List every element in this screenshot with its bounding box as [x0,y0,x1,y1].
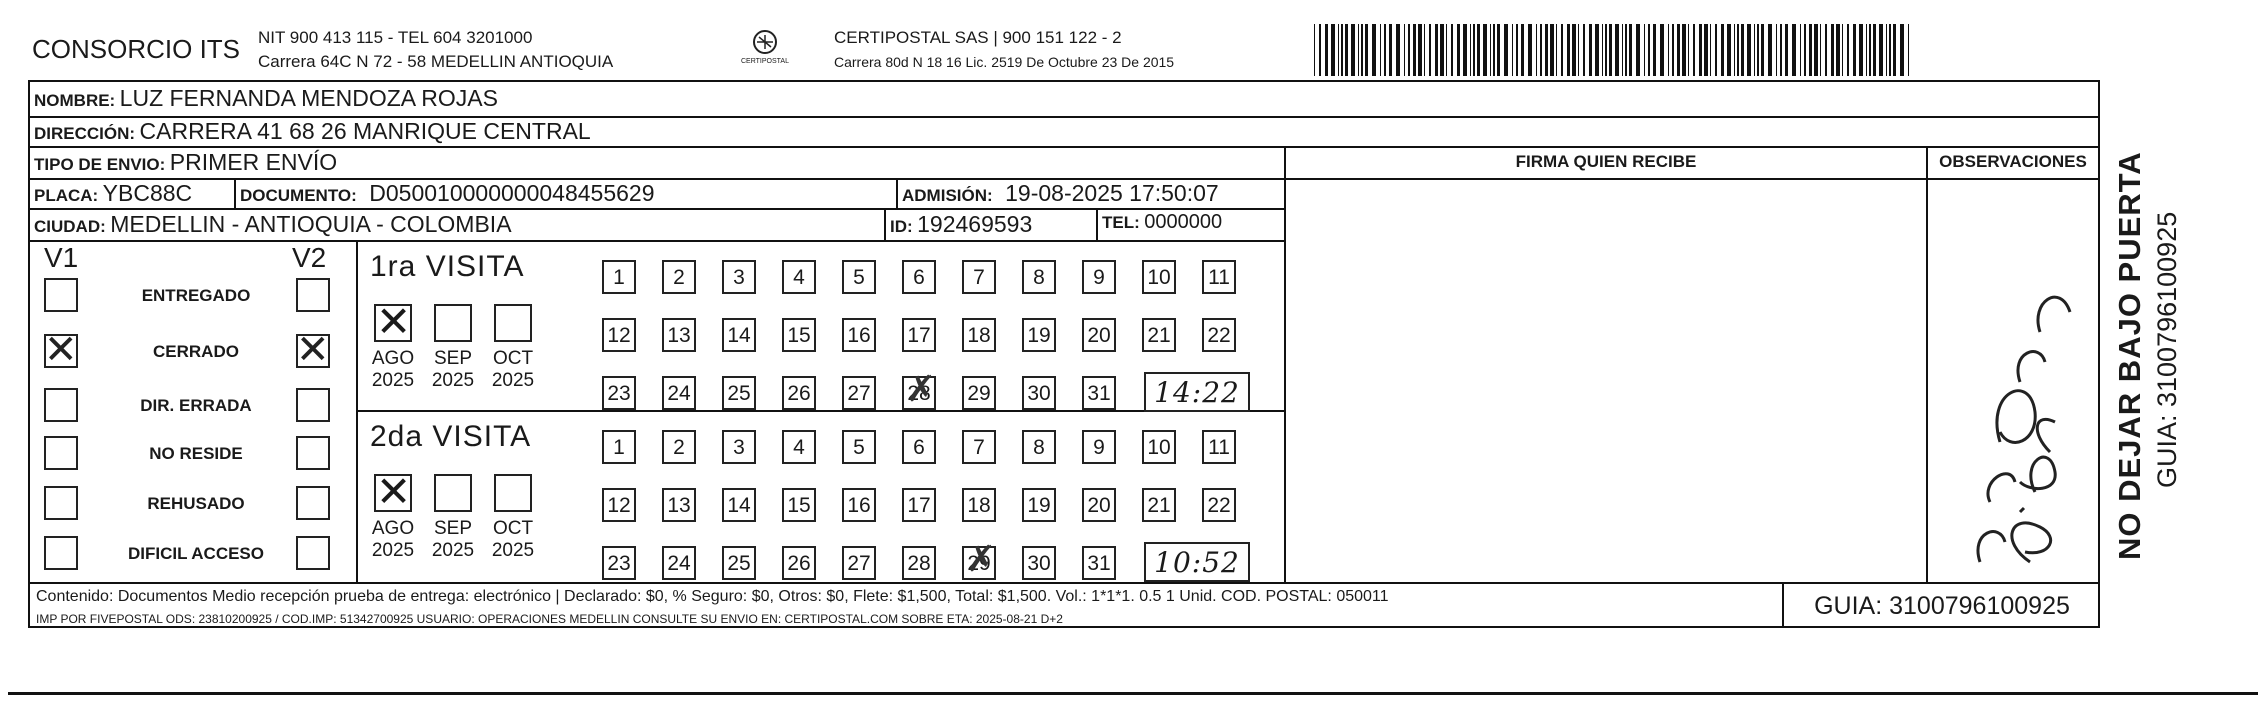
day-box[interactable]: 22 [1202,318,1236,352]
day-box[interactable]: 8 [1022,430,1056,464]
nombre-value: LUZ FERNANDA MENDOZA ROJAS [119,85,498,111]
observaciones-handwriting [1960,242,2090,582]
day-box[interactable]: 3 [722,260,756,294]
barcode-bar [1389,24,1392,76]
check-mark-icon: ✕ [296,327,330,373]
barcode-bar [1473,24,1475,76]
day-box[interactable]: 5 [842,260,876,294]
barcode-bar [1859,24,1863,76]
barcode-bar [1512,24,1513,76]
barcode-bar [1889,24,1891,76]
documento-label: DOCUMENTO: [240,186,357,205]
barcode-bar [1528,24,1532,76]
barcode-bar [1451,24,1453,76]
barcode-bar [1361,24,1363,76]
day-box[interactable]: 15 [782,318,816,352]
v2-checkbox[interactable] [296,536,330,570]
barcode-bar [1869,24,1871,76]
day-box[interactable]: 7 [962,260,996,294]
v2-checkbox[interactable] [296,278,330,312]
day-box[interactable]: 20 [1082,318,1116,352]
barcode-bar [1504,24,1508,76]
id-label: ID: [890,217,913,236]
ciudad-value: MEDELLIN - ANTIOQUIA - COLOMBIA [110,211,512,237]
month-label [424,348,482,392]
carrier-address-line: Carrera 80d N 18 16 Lic. 2519 De Octubre 23 De 2015 [834,54,1175,70]
barcode-bar [1737,24,1739,76]
month-checkbox[interactable] [374,297,412,346]
barcode-bar [1653,24,1656,76]
barcode-bar [1429,24,1431,76]
barcode-bar [1384,24,1386,76]
barcode-bar [1477,24,1480,76]
day-box[interactable]: 23 [602,376,636,410]
v2-checkbox[interactable] [296,486,330,520]
barcode-bar [1483,24,1487,76]
month-label [364,348,422,392]
company-nit-line: NIT 900 413 115 - TEL 604 3201000 [258,28,533,47]
month-name: SEP [433,348,473,369]
barcode-bar [1609,24,1612,76]
month-label [424,518,482,562]
day-box[interactable]: 4 [782,260,816,294]
barcode-bar [1734,24,1735,76]
barcode-bar [1873,24,1876,76]
carrier-name-line: CERTIPOSTAL SAS | 900 151 122 - 2 [834,28,1122,47]
barcode-bar [1636,24,1640,76]
day-box[interactable]: 21 [1142,488,1176,522]
day-box[interactable]: 29 ✗ [962,546,996,580]
day-box[interactable]: 13 [662,318,696,352]
barcode-bar [1358,24,1359,76]
admision-value: 19-08-2025 17:50:07 [1005,180,1219,206]
barcode-bar [1408,24,1410,76]
tel-value: 0000000 [1144,211,1223,233]
nombre-label: NOMBRE: [34,91,116,110]
certipostal-logo [730,26,800,72]
day-box[interactable]: 2 [662,430,696,464]
day-box[interactable]: 26 [782,546,816,580]
day-box[interactable]: 19 [1022,488,1056,522]
month-name: SEP [433,518,473,539]
barcode-bar [1556,24,1557,76]
barcode-bar [1413,24,1416,76]
direccion-value: CARRERA 41 68 26 MANRIQUE CENTRAL [139,118,591,144]
barcode-bar [1825,24,1827,76]
barcode-bar [1648,24,1650,76]
v2-checkbox[interactable] [296,436,330,470]
v1-checkbox[interactable] [44,388,78,422]
barcode-bar [1331,24,1335,76]
day-box[interactable]: 8 [1022,260,1056,294]
barcode-bar [1540,24,1542,76]
barcode-bar [1605,24,1607,76]
day-box[interactable]: 12 [602,488,636,522]
status-label: ENTREGADO [141,286,251,305]
day-box[interactable]: 6 [902,430,936,464]
tel-label: TEL: [1102,213,1140,232]
status-label: DIFICIL ACCESO [127,544,264,563]
month-year: 2025 [491,370,535,391]
status-label: CERRADO [153,342,239,361]
company-address-line: Carrera 64C N 72 - 58 MEDELLIN ANTIOQUIA [258,52,614,71]
barcode-bar [1721,24,1724,76]
day-box[interactable]: 15 [782,488,816,522]
day-box[interactable]: 18 [962,488,996,522]
footer-imp-line: IMP POR FIVEPOSTAL ODS: 23810200925 / COD.IMP: 51342700925 USUARIO: OPERACIONES MEDELLIN CONSULTE SU ENVIO EN: CERTIPOSTAL.COM SOBRE ETA: 2025-08-21 D+2 [36,612,1063,626]
barcode-bar [1622,24,1623,76]
firma-header: FIRMA QUIEN RECIBE [1515,152,1697,171]
barcode-bar [1900,24,1904,76]
day-box[interactable]: 27 [842,546,876,580]
barcode-bar [1776,24,1777,76]
barcode-bar [1847,24,1849,76]
barcode-bar [1435,24,1438,76]
barcode-bar [1842,24,1843,76]
id-value: 192469593 [917,211,1033,237]
day-box[interactable]: 20 [1082,488,1116,522]
barcode-bar [1457,24,1460,76]
barcode-bar [1757,24,1759,76]
v1-label: V1 [44,242,79,273]
month-year: 2025 [431,370,475,391]
barcode-bar [1490,24,1491,76]
day-box[interactable]: 29 [962,376,996,410]
day-box[interactable]: 14 [722,318,756,352]
logo-caption: CERTIPOSTAL [741,58,789,65]
barcode-bar [1372,24,1376,76]
month-name: AGO [371,518,415,539]
day-box[interactable]: 2 [662,260,696,294]
day-box[interactable]: 1 [602,260,636,294]
day-box[interactable]: 12 [602,318,636,352]
v1-checkbox[interactable] [44,536,78,570]
barcode-bar [1545,24,1548,76]
barcode-bar [1424,24,1425,76]
month-year: 2025 [491,540,535,561]
day-box[interactable]: 26 [782,376,816,410]
barcode-bar [1602,24,1603,76]
barcode-bar [1493,24,1495,76]
day-box[interactable]: 31 [1082,376,1116,410]
barcode-bar [1688,24,1689,76]
day-box[interactable]: 25 [722,546,756,580]
visit-time[interactable]: 10:52 [1144,542,1250,582]
status-label: REHUSADO [147,494,245,513]
barcode-bar [1595,24,1599,76]
placa-value: YBC88C [102,180,193,206]
barcode-bar [1497,24,1500,76]
day-box[interactable]: 1 [602,430,636,464]
barcode-bar [1820,24,1821,76]
barcode-bar [1754,24,1755,76]
day-box[interactable]: 16 [842,318,876,352]
barcode-bar [1800,24,1801,76]
day-box[interactable]: 31 [1082,546,1116,580]
month-name: OCT [492,348,534,369]
day-box[interactable]: 6 [902,260,936,294]
month-checkbox[interactable] [494,304,532,342]
barcode-bar [1572,24,1576,76]
day-box[interactable]: 11 [1202,430,1236,464]
month-year: 2025 [371,370,415,391]
barcode-bar [1866,24,1867,76]
v2-checkbox[interactable] [296,388,330,422]
barcode-bar [1727,24,1731,76]
barcode-bar [1418,24,1422,76]
day-box[interactable]: 17 [902,318,936,352]
barcode-bar [1567,24,1570,76]
day-box[interactable]: 10 [1142,260,1176,294]
month-checkbox[interactable] [434,304,472,342]
day-box[interactable]: 21 [1142,318,1176,352]
month-label [484,518,542,562]
v2-label: V2 [292,242,327,273]
barcode-bar [1785,24,1788,76]
barcode-bar [1699,24,1702,76]
barcode [1314,24,1914,76]
check-mark-icon: ✕ [376,297,412,346]
barcode-bar [1338,24,1339,76]
day-box[interactable]: 28 [902,546,936,580]
visit-time[interactable]: 14:22 [1144,372,1250,412]
barcode-bar [1314,24,1315,76]
barcode-bar [1341,24,1343,76]
barcode-bar [1853,24,1856,76]
barcode-bar [1809,24,1812,76]
day-box[interactable]: 11 [1202,260,1236,294]
day-box[interactable]: 13 [662,488,696,522]
barcode-bar [1521,24,1524,76]
month-year: 2025 [431,540,475,561]
day-box[interactable]: 30 [1022,376,1056,410]
v1-checkbox[interactable] [44,278,78,312]
v1-checkbox[interactable] [44,327,78,373]
bottom-rule [8,692,2258,695]
barcode-bar [1463,24,1467,76]
barcode-bar [1589,24,1592,76]
barcode-bar [1908,24,1909,76]
month-name: AGO [371,348,415,369]
barcode-bar [1319,24,1321,76]
barcode-bar [1629,24,1632,76]
barcode-bar [1365,24,1368,76]
barcode-bar [1886,24,1887,76]
day-box[interactable]: 3 [722,430,756,464]
barcode-bar [1804,24,1806,76]
barcode-bar [1345,24,1348,76]
day-box[interactable]: 17 [902,488,936,522]
barcode-bar [1536,24,1537,76]
barcode-bar [1351,24,1355,76]
day-box[interactable]: 24 [662,376,696,410]
barcode-bar [1516,24,1518,76]
footer-guia: GUIA: 3100796100925 [1814,592,2070,620]
check-mark-icon: ✕ [44,327,78,373]
shipment-form [28,80,2100,628]
side-warning: NO DEJAR BAJO PUERTA [2112,151,2147,560]
day-box[interactable]: 16 [842,488,876,522]
barcode-bar [1682,24,1686,76]
day-box[interactable]: 10 [1142,430,1176,464]
v1-checkbox[interactable] [44,486,78,520]
barcode-bar [1672,24,1674,76]
barcode-bar [1404,24,1405,76]
barcode-bar [1561,24,1563,76]
day-box[interactable]: 30 [1022,546,1056,580]
barcode-bar [1792,24,1796,76]
company-name: CONSORCIO ITS [32,34,241,64]
barcode-bar [1831,24,1834,76]
barcode-bar [1446,24,1447,76]
barcode-bar [1583,24,1585,76]
documento-value: D050010000000048455629 [369,180,655,206]
barcode-bar [1693,24,1695,76]
day-box[interactable]: 5 [842,430,876,464]
barcode-bar [1747,24,1751,76]
day-box[interactable]: 28 ✗ [902,376,936,410]
check-mark-icon: ✕ [376,467,412,516]
barcode-bar [1660,24,1664,76]
day-box[interactable]: 9 [1082,260,1116,294]
day-box[interactable]: 23 [602,546,636,580]
barcode-bar [1325,24,1328,76]
barcode-bar [1615,24,1619,76]
barcode-bar [1761,24,1764,76]
status-label: DIR. ERRADA [140,396,252,415]
barcode-bar [1677,24,1680,76]
barcode-bar [1644,24,1645,76]
barcode-bar [1470,24,1471,76]
v2-checkbox[interactable] [296,327,330,373]
barcode-bar [1715,24,1717,76]
observaciones-header: OBSERVACIONES [1939,152,2087,171]
ciudad-label: CIUDAD: [34,217,106,236]
barcode-bar [1893,24,1896,76]
placa-label: PLACA: [34,186,99,205]
barcode-bar [1741,24,1744,76]
status-label: NO RESIDE [149,444,243,463]
day-box[interactable]: 27 [842,376,876,410]
month-year: 2025 [371,540,415,561]
barcode-bar [1768,24,1772,76]
day-box[interactable]: 25 [722,376,756,410]
month-label [484,348,542,392]
barcode-bar [1704,24,1708,76]
day-box[interactable]: 24 [662,546,696,580]
barcode-bar [1440,24,1444,76]
visit-title: 1ra VISITA [370,250,525,283]
barcode-bar [1879,24,1883,76]
month-name: OCT [492,518,534,539]
barcode-bar [1380,24,1381,76]
tipo-envio-value: PRIMER ENVÍO [169,149,338,175]
month-checkbox[interactable] [494,474,532,512]
barcode-bar [1578,24,1579,76]
barcode-bar [1814,24,1818,76]
footer-content-line: Contenido: Documentos Medio recepción prueba de entrega: electrónico | Declarado: $0, % Seguro: $0, Otros: $0, Flete: $1,500, Total: $1,500. Vol.: 1*1*1. 0.5 1 Unid. COD. POSTAL: 050011 [36,588,1389,605]
v1-checkbox[interactable] [44,436,78,470]
day-box[interactable]: 4 [782,430,816,464]
barcode-bar [1710,24,1711,76]
day-box[interactable]: 19 [1022,318,1056,352]
barcode-bar [1550,24,1554,76]
day-box[interactable]: 7 [962,430,996,464]
day-box[interactable]: 22 [1202,488,1236,522]
day-box[interactable]: 18 [962,318,996,352]
visit-title: 2da VISITA [370,420,532,453]
barcode-bar [1625,24,1627,76]
barcode-bar [1396,24,1400,76]
barcode-bar [1780,24,1782,76]
tipo-envio-label: TIPO DE ENVIO: [34,155,166,174]
barcode-bar [1668,24,1669,76]
admision-label: ADMISIÓN: [902,186,993,205]
side-guia: GUIA: 3100796100925 [2152,211,2182,488]
day-box[interactable]: 14 [722,488,756,522]
month-checkbox[interactable] [434,474,472,512]
month-checkbox[interactable] [374,467,412,516]
day-box[interactable]: 9 [1082,430,1116,464]
month-label [364,518,422,562]
barcode-bar [1836,24,1840,76]
direccion-label: DIRECCIÓN: [34,124,136,143]
